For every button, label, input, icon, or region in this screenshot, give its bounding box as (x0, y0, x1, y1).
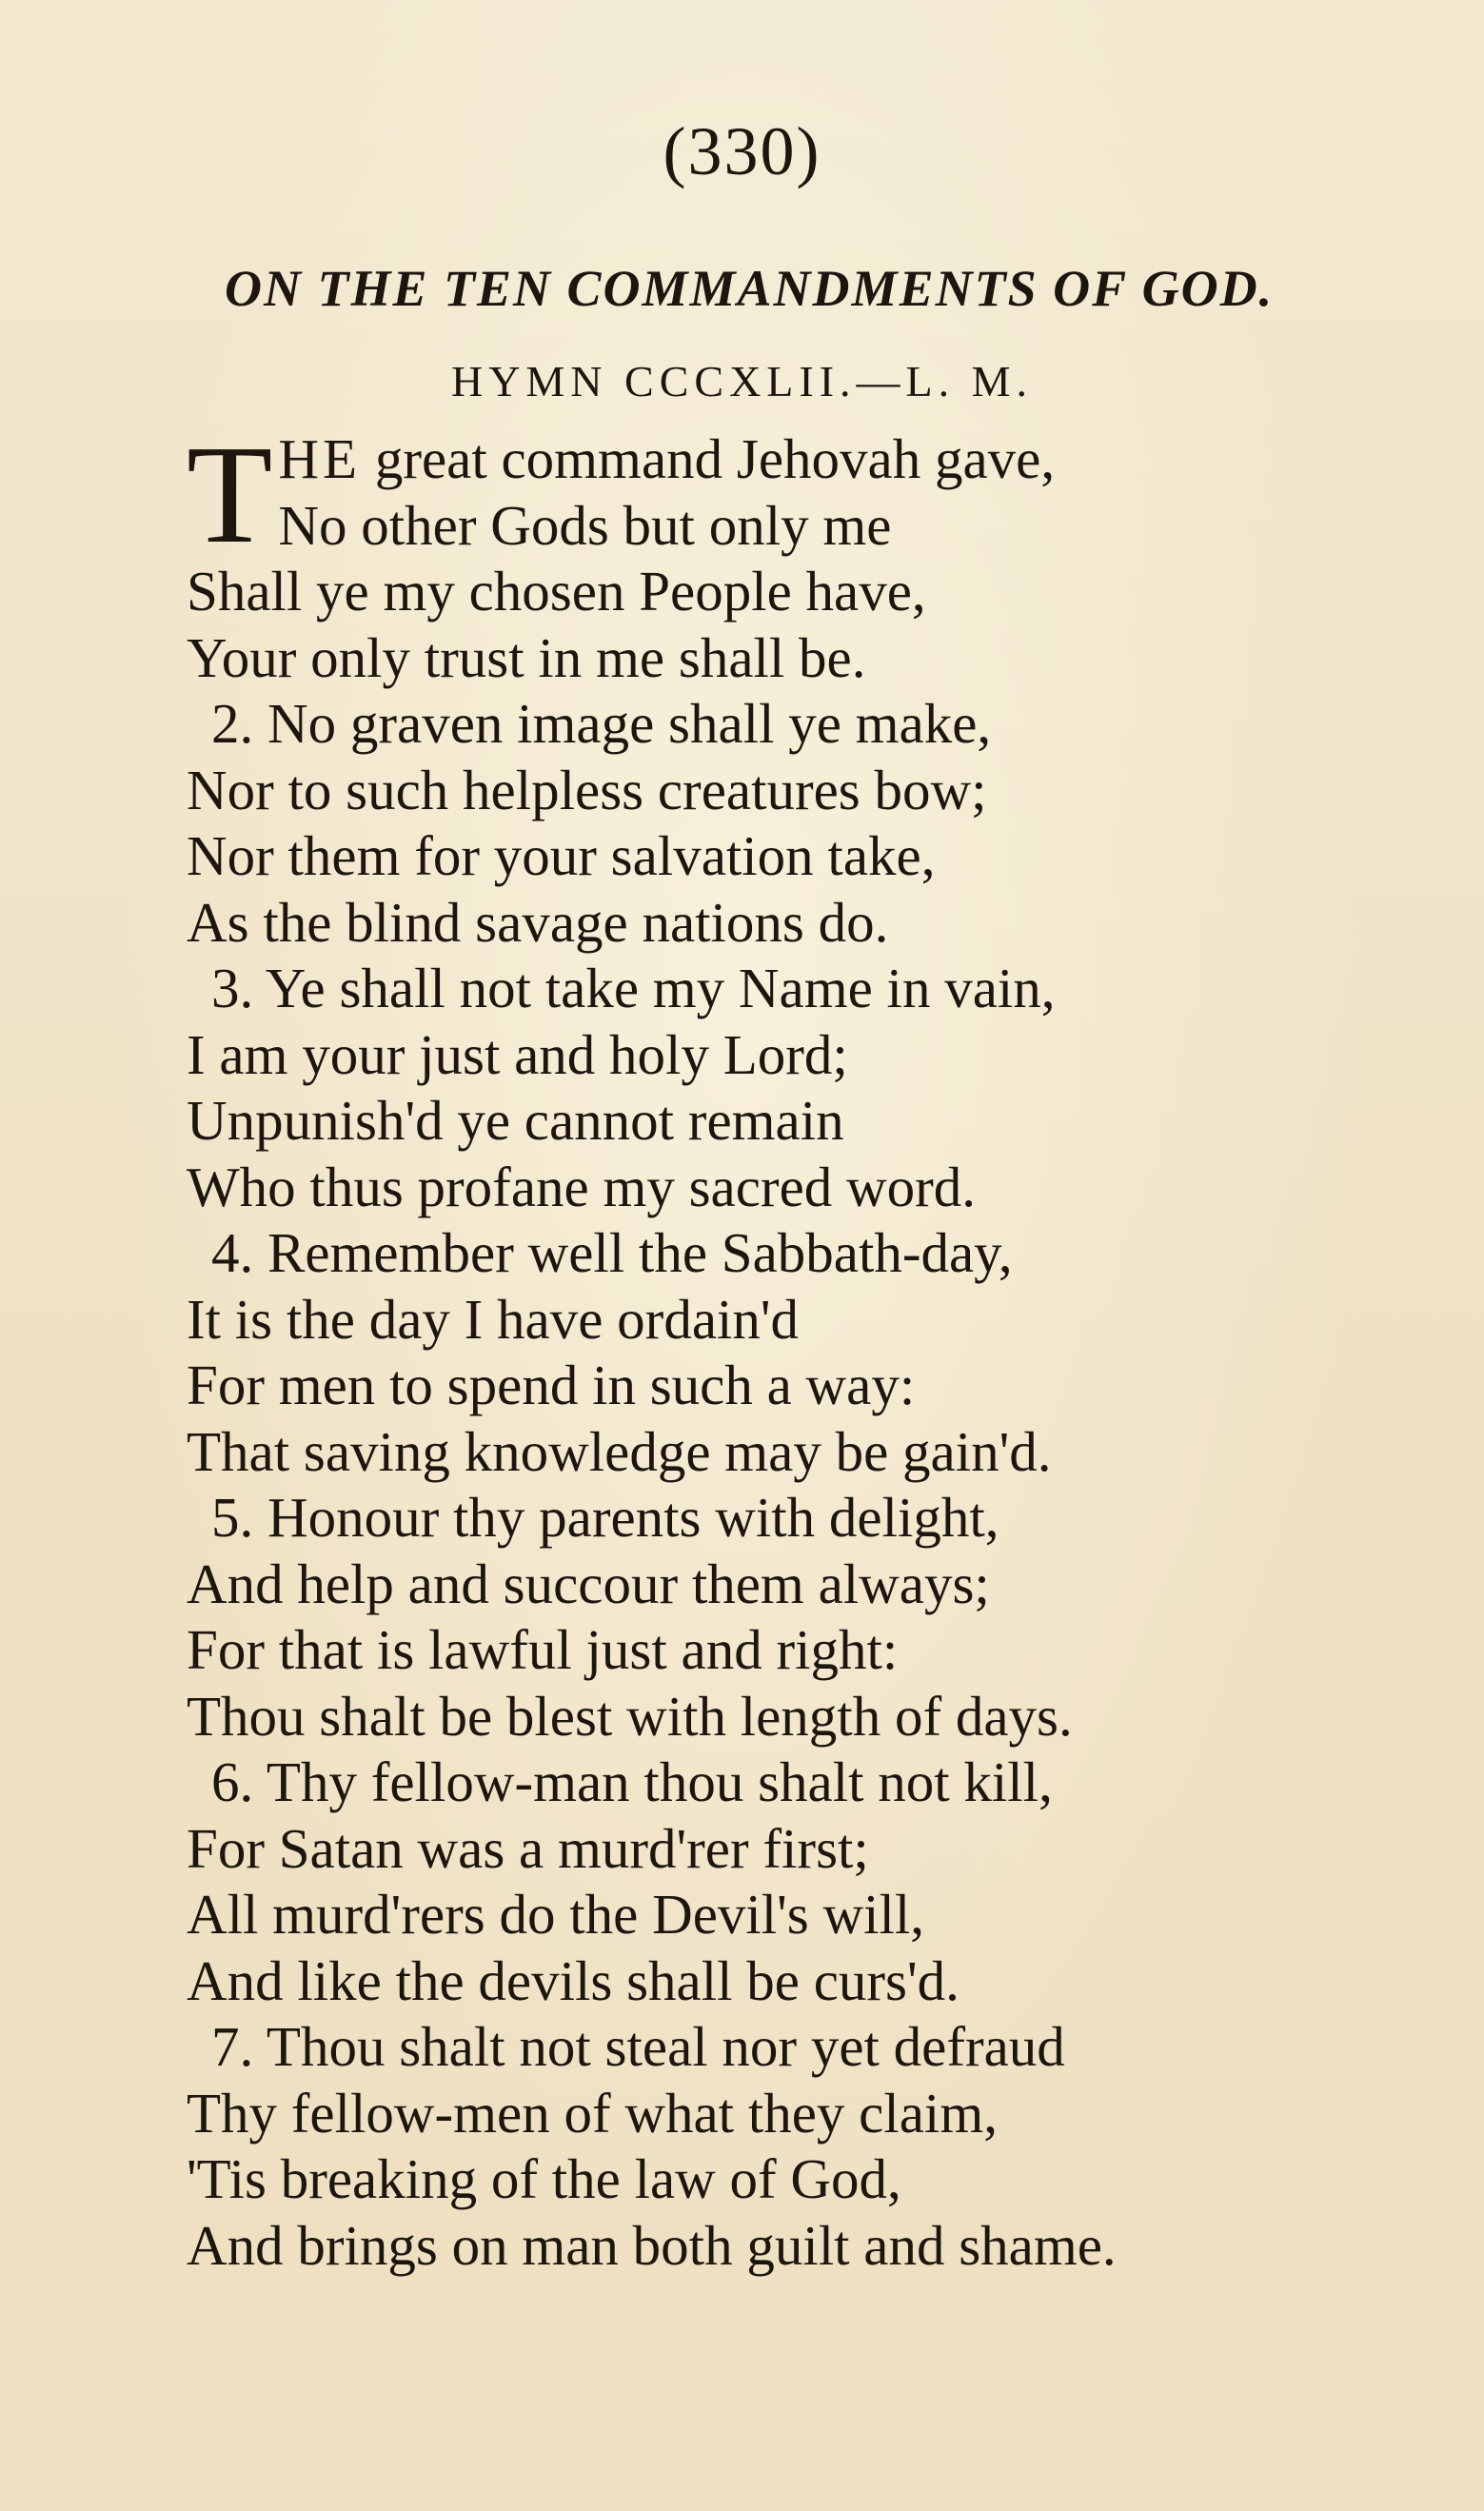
verse-line: 'Tis breaking of the law of God, (187, 2147, 901, 2210)
verse-line: 7. Thou shalt not steal nor yet defraud (211, 2015, 1065, 2078)
verse-line: Unpunish'd ye cannot remain (187, 1089, 844, 1152)
verse-line: For Satan was a murd'rer first; (187, 1816, 869, 1880)
verse-line: It is the day I have ordain'd (187, 1287, 800, 1351)
stanza-6 (187, 1750, 1386, 2014)
verse-line: For men to spend in such a way: (187, 1354, 916, 1416)
verse-line: All murd'rers do the Devil's will, (187, 1883, 925, 1946)
stanza-1 (187, 417, 1386, 691)
verse-line: Thy fellow-men of what they claim, (187, 2081, 998, 2145)
verse-line: No other Gods but only me (278, 493, 892, 557)
verse-line: As the blind savage nations do. (187, 890, 889, 954)
stanza-3 (187, 956, 1386, 1220)
verse-line: That saving knowledge may be gain'd. (187, 1419, 1052, 1483)
hymn-heading: HYMN CCCXLII.—L. M. (450, 357, 1034, 405)
verse-line: Thou shalt be blest with length of days. (187, 1684, 1073, 1748)
hymn-text (187, 417, 1386, 2279)
verse-line: Nor to such helpless creatures bow; (187, 758, 987, 821)
stanza-4 (187, 1220, 1386, 1485)
verse-line: Shall ye my chosen People have, (187, 560, 926, 623)
stanza-5 (187, 1485, 1386, 1750)
first-line-rest: great command Jehovah gave, (361, 427, 1056, 490)
verse-line: For that is lawful just and right: (187, 1618, 899, 1681)
verse-line: 2. No graven image shall ye make, (211, 692, 992, 755)
verse-line: 4. Remember well the Sabbath-day, (211, 1221, 1013, 1284)
page-number: (330) (663, 113, 821, 189)
first-word-caps: HE (278, 427, 362, 490)
verse-line: And help and succour them always; (187, 1552, 990, 1615)
verse-line: 3. Ye shall not take my Name in vain, (211, 957, 1056, 1019)
verse-line: And brings on man both guilt and shame. (187, 2213, 1117, 2277)
verse-line: Your only trust in me shall be. (187, 625, 866, 689)
stanza-2 (187, 691, 1386, 956)
drop-cap: T (187, 417, 273, 573)
verse-line: 5. Honour thy parents with delight, (211, 1486, 999, 1549)
verse-line: I am your just and holy Lord; (187, 1022, 848, 1086)
verse-line: And like the devils shall be curs'd. (187, 1948, 960, 2012)
section-title: ON THE TEN COMMANDMENTS OF GOD. (225, 260, 1275, 317)
verse-line: Nor them for your salvation take, (187, 824, 936, 887)
verse-line: Who thus profane my sacred word. (187, 1155, 977, 1218)
stanza-7 (187, 2014, 1386, 2279)
verse-line: 6. Thy fellow-man thou shalt not kill, (211, 1750, 1053, 1813)
